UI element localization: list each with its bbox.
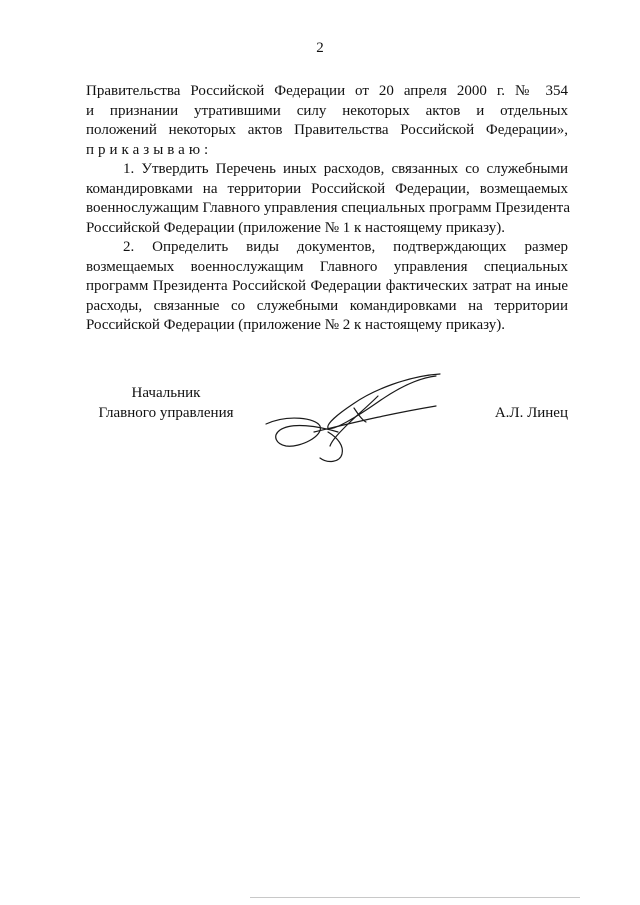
preamble-line: положений некоторых актов Правительства Российской Федерации», bbox=[86, 122, 568, 138]
item-1-line: 1. Утвердить Перечень иных расходов, связанных со служебными bbox=[123, 161, 568, 177]
preamble-line: Правительства Российской Федерации от 20 апреля 2000 г. № 354 bbox=[86, 83, 568, 99]
signatory-position bbox=[96, 383, 236, 423]
item-1-line: Российской Федерации (приложение № 1 к настоящему приказу). bbox=[86, 219, 505, 236]
item-2-line: программ Президента Российской Федерации фактических затрат на иные bbox=[86, 278, 568, 294]
item-1-line: военнослужащим Главного управления специальных программ Президента bbox=[86, 200, 571, 216]
signatory-name: А.Л. Линец bbox=[494, 405, 568, 421]
order-word: приказываю: bbox=[86, 141, 213, 158]
signatory-position-line: Главного управления bbox=[98, 405, 234, 421]
item-2-line: Российской Федерации (приложение № 2 к настоящему приказу). bbox=[86, 317, 505, 333]
document-body bbox=[86, 82, 571, 336]
preamble-paragraph bbox=[86, 82, 568, 160]
preamble-line: и признании утратившими силу некоторых актов и отдельных bbox=[86, 102, 568, 119]
item-2-line: расходы, связанные со служебными командировками на территории bbox=[86, 297, 568, 314]
item-2-line: 2. Определить виды документов, подтверждающих размер bbox=[123, 239, 568, 255]
item-2-paragraph bbox=[86, 238, 568, 336]
item-1-paragraph bbox=[86, 160, 571, 238]
item-1-line: командировками на территории Российской Федерации, возмещаемых bbox=[86, 180, 568, 197]
item-2-line: возмещаемых военнослужащим Главного управления специальных bbox=[86, 258, 568, 275]
signatory-position-line: Начальник bbox=[131, 385, 201, 401]
page-number: 2 bbox=[316, 40, 324, 56]
handwritten-signature bbox=[258, 366, 448, 466]
page-bottom-edge bbox=[250, 897, 580, 898]
